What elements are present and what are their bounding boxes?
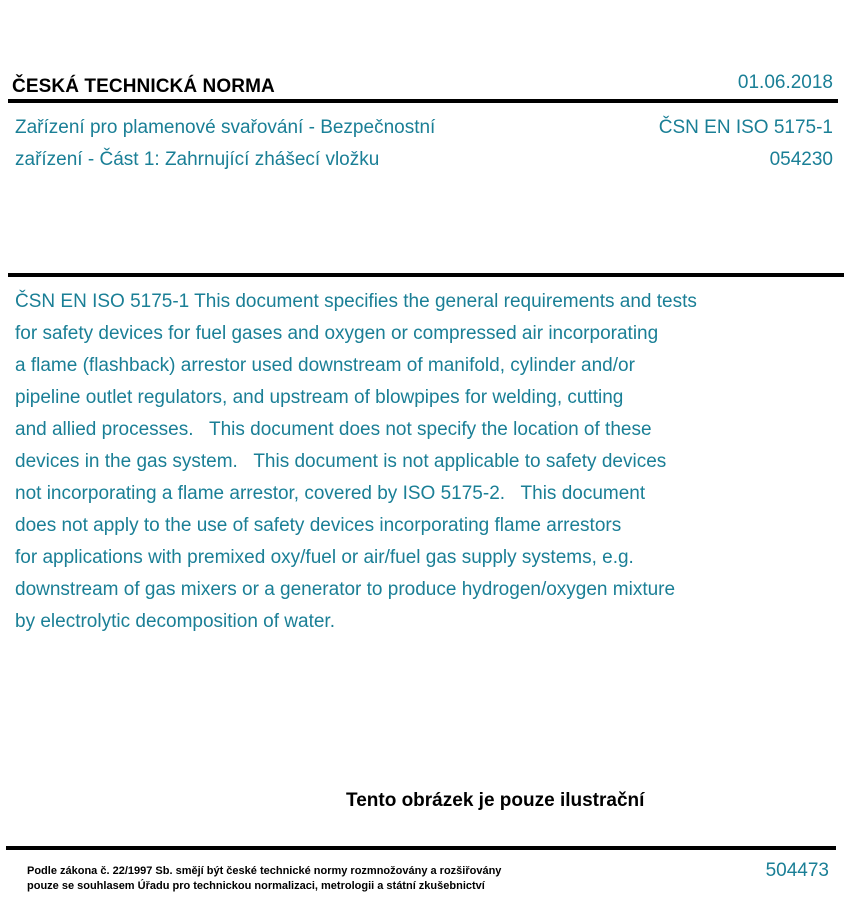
- abstract-line: pipeline outlet regulators, and upstream of blowpipes for welding, cutting: [15, 387, 624, 408]
- abstract-line: by electrolytic decomposition of water.: [15, 611, 335, 632]
- document-header-title: ČESKÁ TECHNICKÁ NORMA: [12, 76, 275, 97]
- abstract-line: a flame (flashback) arrestor used downstream of manifold, cylinder and/or: [15, 355, 635, 376]
- abstract-line: downstream of gas mixers or a generator to produce hydrogen/oxygen mixture: [15, 579, 676, 600]
- publication-date: 01.06.2018: [737, 72, 833, 93]
- legal-notice-line: Podle zákona č. 22/1997 Sb. smějí být české technické normy rozmnožovány a rozšiřovány: [27, 865, 502, 877]
- section-divider: [8, 273, 844, 277]
- norm-title-line: Zařízení pro plamenové svařování - Bezpečnostní: [15, 117, 436, 138]
- abstract-text: [15, 286, 835, 638]
- norm-title-line: zařízení - Část 1: Zahrnující zhášecí vložku: [15, 149, 380, 170]
- footer-divider: [6, 846, 836, 850]
- abstract-line: does not apply to the use of safety devices incorporating flame arrestors: [15, 515, 622, 536]
- abstract-line: for applications with premixed oxy/fuel or air/fuel gas supply systems, e.g.: [15, 547, 634, 568]
- abstract-line: not incorporating a flame arrestor, covered by ISO 5175-2. This document: [15, 483, 646, 504]
- legal-notice-line: pouze se souhlasem Úřadu pro technickou normalizaci, metrologii a státní zkušebnictví: [27, 880, 485, 892]
- classification-code: 054230: [769, 149, 833, 170]
- document-number: 504473: [765, 860, 829, 881]
- header-divider: [8, 99, 838, 103]
- abstract-line: for safety devices for fuel gases and oxygen or compressed air incorporating: [15, 323, 659, 344]
- abstract-line: devices in the gas system. This document is not applicable to safety devices: [15, 451, 667, 472]
- norm-code: ČSN EN ISO 5175-1: [658, 117, 833, 138]
- abstract-line: and allied processes. This document does not specify the location of these: [15, 419, 652, 440]
- illustration-note: Tento obrázek je pouze ilustrační: [346, 790, 645, 811]
- abstract-line: ČSN EN ISO 5175-1 This document specifies the general requirements and tests: [15, 291, 697, 312]
